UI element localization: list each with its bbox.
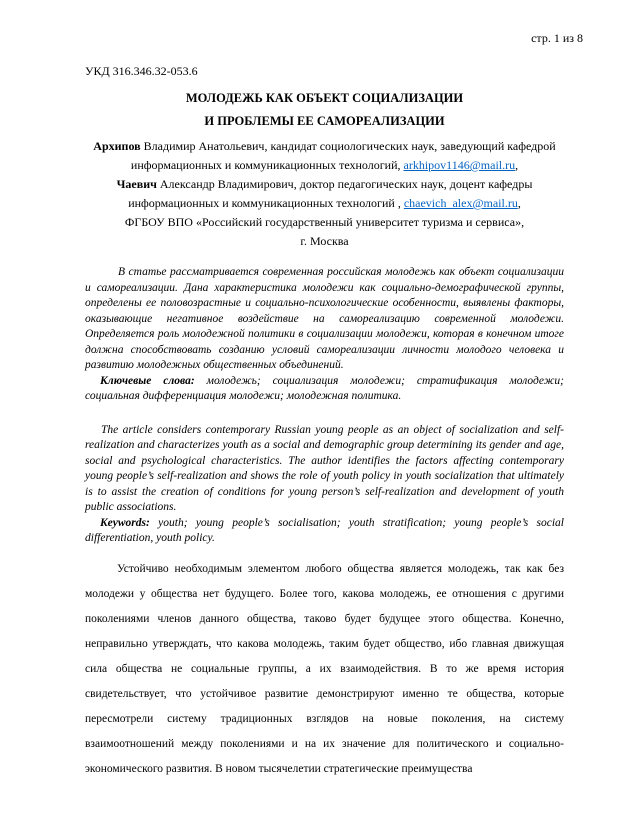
author-1-surname: Архипов — [93, 139, 141, 153]
keywords-en — [85, 516, 564, 547]
keywords-en-label: Keywords: — [100, 516, 150, 529]
abstract-en-block — [85, 423, 564, 547]
author-1-suffix: , — [515, 158, 519, 172]
article-title-line2: И ПРОБЛЕМЫ ЕЕ САМОРЕАЛИЗАЦИИ — [204, 114, 445, 128]
authors-block — [85, 137, 564, 251]
article-title-line1: МОЛОДЕЖЬ КАК ОБЪЕКТ СОЦИАЛИЗАЦИИ — [185, 91, 464, 105]
author-1-email-link[interactable]: arkhipov1146@mail.ru — [403, 158, 516, 172]
udk-code: УКД 316.346.32-053.6 — [85, 64, 198, 78]
author-2-suffix: , — [517, 196, 521, 210]
keywords-ru — [85, 374, 564, 405]
author-2-details: Александр Владимирович, доктор педагогических наук, доцент кафедры информационных и коммуникационных технологий , — [128, 177, 533, 210]
keywords-en-text: youth; young people’s socialisation; youth stratification; young people’s social differentiation, youth policy. — [85, 516, 564, 544]
city: г. Москва — [300, 234, 349, 248]
abstract-ru-text: В статье рассматривается современная российская молодежь как объект социализации и самореализации. Дана характеристика молодежи как социально-демографической группы, определены ее половозрастные и социально-психологические особенности, выявлены факторы, оказывающие негативное воздействие на самореализацию современной молодежи. Определяется роль молодежной политики в социализации молодежи, которая в конечном итоге должна способствовать созданию условий самореализации личности молодого человека и развитию молодежных общественных объединений. — [85, 266, 564, 371]
author-2-email-link[interactable]: chaevich_alex@mail.ru — [403, 196, 518, 210]
page-indicator: стр. 1 из 8 — [531, 31, 583, 45]
affiliation: ФГБОУ ВПО «Российский государственный университет туризма и сервиса», — [124, 215, 525, 229]
keywords-ru-text: молодежь; социализация молодежи; стратификация молодежи; социальная дифференциация молодежи; молодежная политика. — [85, 374, 565, 402]
keywords-ru-label: Ключевые слова: — [100, 374, 195, 387]
article-title — [85, 87, 564, 133]
author-1 — [85, 137, 564, 175]
body-paragraph: Устойчиво необходимым элементом любого общества является молодежь, так как без молодежи у общества нет будущего. Более того, какова молодежь, ее отношения с другими поколениями членов данного общества, таково будет будущее этого общества. Конечно, неправильно утверждать, что какова молодежь, таким будет общество, ибо главная движущая сила общества не социальные группы, а их взаимодействия. В то же время история свидетельствует, что устойчивое развитие демонстрируют именно те общества, которые пересмотрели систему традиционных взглядов на новые поколения, на систему взаимоотношений между поколениями и на их значение для политического и социально-экономического развития. В новом тысячелетии стратегические преимущества — [85, 562, 564, 775]
author-2 — [85, 175, 564, 213]
author-1-details: Владимир Анатольевич, кандидат социологических наук, заведующий кафедрой информационных и коммуникационных технологий, — [130, 139, 556, 172]
author-2-surname: Чаевич — [116, 177, 157, 191]
abstract-en-text: The article considers contemporary Russian young people as an object of socialization and self-realization and characterizes youth as a social and demographic group determining its gender and age, social and psychological characteristics. The author identifies the factors affecting contemporary young people’s self-realization and shows the role of youth policy in youth socialization that ultimately is to assist the creation of conditions for young person’s self-realization and development of youth public associations. — [85, 423, 564, 513]
abstract-ru-block — [85, 265, 564, 405]
